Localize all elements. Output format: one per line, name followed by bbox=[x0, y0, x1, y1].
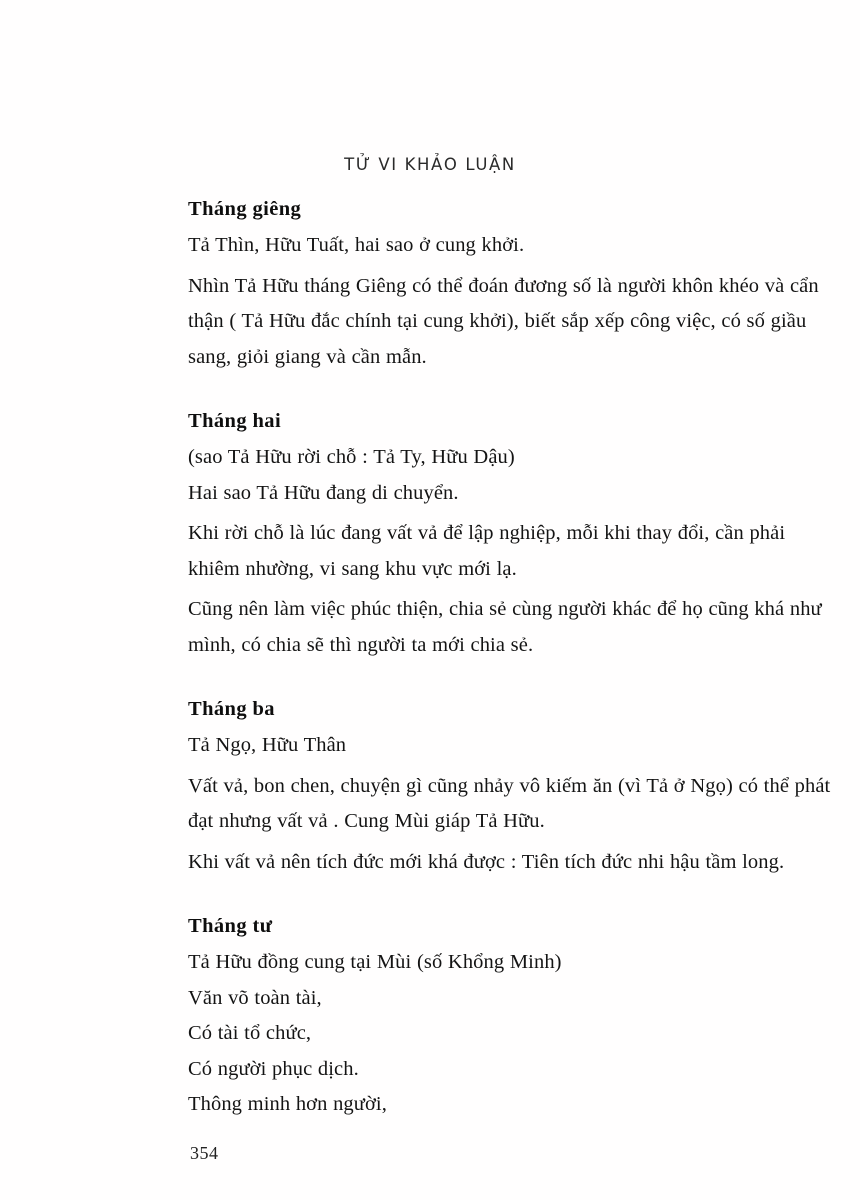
section-list-item: Có tài tổ chức, bbox=[188, 1022, 312, 1045]
running-head: TỬ VI KHẢO LUẬN bbox=[344, 155, 516, 174]
page-number: 354 bbox=[190, 1143, 219, 1163]
section-spacer bbox=[188, 375, 836, 408]
section-thang-tu bbox=[188, 913, 836, 1123]
section-heading: Tháng tư bbox=[188, 915, 273, 938]
section-list-item: Có người phục dịch. bbox=[188, 1057, 359, 1080]
section-line: Tả Ngọ, Hữu Thân bbox=[188, 734, 347, 757]
text-column bbox=[188, 196, 836, 1123]
section-line: (sao Tả Hữu rời chỗ : Tả Ty, Hữu Dậu) bbox=[188, 446, 515, 469]
section-thang-ba bbox=[188, 696, 836, 880]
section-paragraph: Nhìn Tả Hữu tháng Giêng có thể đoán đương số là người khôn khéo và cẩn thận ( Tả Hữu đắc chính tại cung khởi), biết sắp xếp công việc, có số giầu sang, giỏi giang và cần mẫn. bbox=[188, 274, 819, 368]
section-spacer bbox=[188, 880, 836, 913]
section-heading: Tháng giêng bbox=[188, 198, 302, 220]
section-paragraph: Vất vả, bon chen, chuyện gì cũng nhảy vô kiếm ăn (vì Tả ở Ngọ) có thể phát đạt nhưng vất vả . Cung Mùi giáp Tả Hữu. bbox=[188, 774, 831, 833]
section-heading: Tháng ba bbox=[188, 698, 275, 721]
section-line: Tả Hữu đồng cung tại Mùi (số Khổng Minh) bbox=[188, 951, 562, 974]
section-list-item: Văn võ toàn tài, bbox=[188, 986, 322, 1009]
section-list-item: Thông minh hơn người, bbox=[188, 1093, 387, 1116]
section-thang-hai bbox=[188, 408, 836, 663]
section-heading: Tháng hai bbox=[188, 410, 282, 433]
section-line: Tả Thìn, Hữu Tuất, hai sao ở cung khởi. bbox=[188, 234, 525, 257]
section-line: Hai sao Tả Hữu đang di chuyển. bbox=[188, 481, 459, 504]
section-paragraph: Khi rời chỗ là lúc đang vất vả để lập nghiệp, mỗi khi thay đổi, cần phải khiêm nhường, vi sang khu vực mới lạ. bbox=[188, 522, 786, 580]
section-spacer bbox=[188, 663, 836, 696]
section-paragraph: Cũng nên làm việc phúc thiện, chia sẻ cùng người khác để họ cũng khá như mình, có chia sẽ thì người ta mới chia sẻ. bbox=[188, 598, 822, 656]
section-paragraph: Khi vất vả nên tích đức mới khá được : Tiên tích đức nhi hậu tầm long. bbox=[188, 850, 785, 873]
section-thang-gieng bbox=[188, 196, 836, 375]
